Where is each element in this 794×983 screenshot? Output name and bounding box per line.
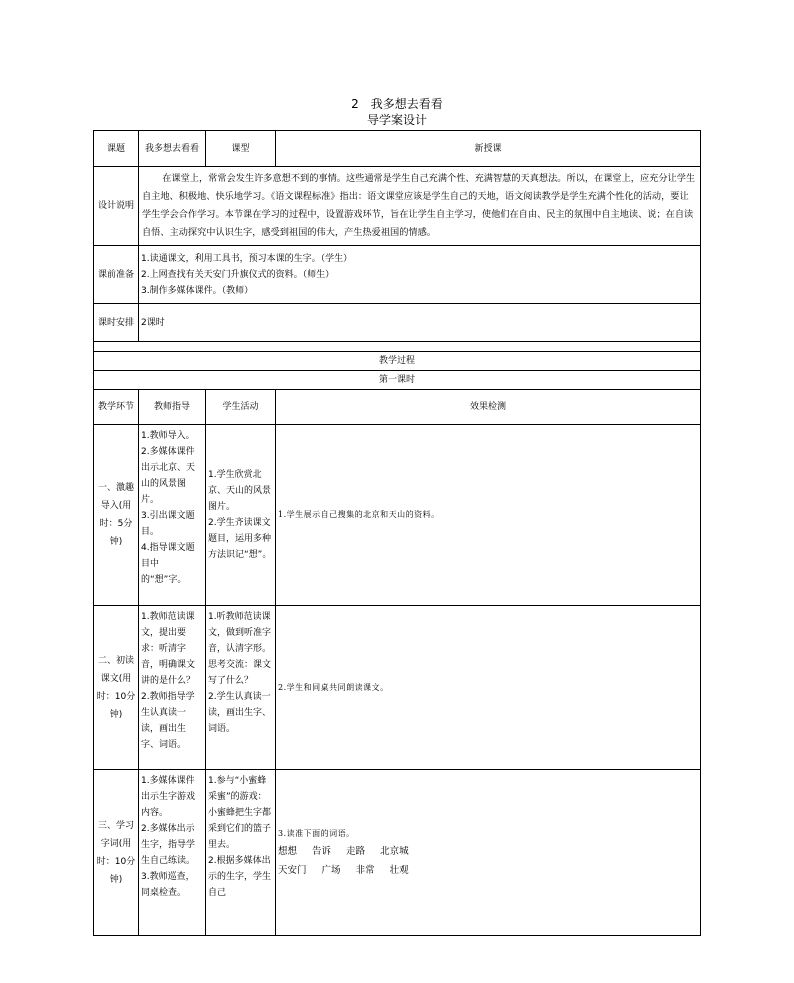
table-row bbox=[94, 770, 701, 936]
prep-item: 3.制作多媒体课件。（教师） bbox=[141, 285, 254, 296]
header-check: 效果检测 bbox=[276, 390, 701, 425]
teacher-cell bbox=[139, 770, 206, 936]
topic-row bbox=[94, 131, 701, 167]
student-cell bbox=[206, 425, 276, 606]
process-label: 教学过程 bbox=[94, 352, 701, 371]
check-cell: 1.学生展示自己搜集的北京和天山的资料。 bbox=[276, 425, 701, 606]
design-row bbox=[94, 167, 701, 246]
check-cell: 2.学生和同桌共同朗读课文。 bbox=[276, 606, 701, 770]
prep-label: 课前准备 bbox=[94, 246, 139, 304]
teacher-cell bbox=[139, 606, 206, 770]
time-label: 课时安排 bbox=[94, 304, 139, 342]
word-item: 广场 bbox=[321, 864, 341, 876]
teacher-item: 3.教师巡查，同桌检查。 bbox=[141, 872, 195, 898]
design-text: 在课堂上，常常会发生许多意想不到的事情。这些通常是学生自己充满个性、充满智慧的天真想法。所以，在课堂上，应充分让学生自主地、积极地、快乐地学习。《语文课程标准》指出：语文课堂应该是学生自己的天地，语文阅读教学是学生充满个性化的活动，要让学生学会合作学习。本节课在学习的过程中，设置游戏环节，旨在让学生自主学习，使他们在自由、民主的氛围中自主地读、说；在自读自悟、主动探究中认识生字，感受到祖国的伟大，产生热爱祖国的情感。 bbox=[139, 167, 701, 246]
word-line-1 bbox=[278, 842, 698, 861]
teacher-item: 2.多媒体课件出示北京、天山的风景图片。 bbox=[141, 447, 196, 505]
time-value: 2课时 bbox=[139, 304, 701, 342]
teacher-item: 2.多媒体出示生字，指导学生自己练读。 bbox=[141, 824, 196, 866]
teacher-item: 1.多媒体课件出示生字游戏内容。 bbox=[141, 776, 196, 818]
prep-item: 2.上网查找有关天安门升旗仪式的资料。（师生） bbox=[141, 269, 335, 280]
teacher-item: 3.引出课文题目。 bbox=[141, 511, 195, 537]
topic-label: 课题 bbox=[94, 131, 139, 167]
header-teacher: 教师指导 bbox=[139, 390, 206, 425]
step-cell: 一、激趣导入(用时：5分钟) bbox=[94, 425, 139, 606]
spacer-row bbox=[94, 342, 701, 352]
step-cell: 三、学习字词(用时：10分钟) bbox=[94, 770, 139, 936]
type-label: 课型 bbox=[206, 131, 276, 167]
lesson-row bbox=[94, 371, 701, 390]
word-item: 告诉 bbox=[312, 845, 332, 857]
header-row bbox=[94, 390, 701, 425]
teacher-item: 1.教师导入。 bbox=[141, 431, 195, 441]
step-cell: 二、初读课文(用时：10分钟) bbox=[94, 606, 139, 770]
design-label: 设计说明 bbox=[94, 167, 139, 246]
teacher-item: 4.指导课文题目中的“想”字。 bbox=[141, 543, 195, 585]
spacer-cell bbox=[94, 342, 701, 352]
word-item: 走路 bbox=[346, 845, 366, 857]
type-value: 新授课 bbox=[276, 131, 701, 167]
lesson-plan-table bbox=[93, 130, 701, 936]
page-title: 2 我多想去看看 bbox=[351, 97, 443, 111]
student-item: 2.学生认真读一读，画出生字、词语。 bbox=[208, 692, 272, 734]
process-row bbox=[94, 352, 701, 371]
student-cell bbox=[206, 606, 276, 770]
word-item: 天安门 bbox=[278, 864, 307, 876]
student-item: 1.听教师范读课文，做到听准字音，认清字形。思考交流：课文写了什么？ bbox=[208, 612, 272, 686]
check-title: 3.读准下面的词语。 bbox=[278, 828, 355, 838]
teacher-item: 2.教师指导学生认真读一读，画出生字、词语。 bbox=[141, 692, 195, 750]
page-subtitle: 导学案设计 bbox=[366, 113, 427, 127]
word-line-2 bbox=[278, 861, 698, 880]
word-item: 北京城 bbox=[380, 845, 409, 857]
student-item: 1.参与“小蜜蜂采蜜”的游戏：小蜜蜂把生字都采到它们的篮子里去。 bbox=[208, 776, 272, 850]
check-cell bbox=[276, 770, 701, 936]
student-item: 2.根据多媒体出示的生字，学生自己 bbox=[208, 856, 272, 898]
header-student: 学生活动 bbox=[206, 390, 276, 425]
word-item: 壮观 bbox=[389, 864, 409, 876]
prep-list bbox=[139, 246, 701, 304]
lesson-label: 第一课时 bbox=[94, 371, 701, 390]
table-row bbox=[94, 425, 701, 606]
student-item: 1.学生欣赏北京、天山的风景图片。 bbox=[208, 470, 272, 512]
header-step: 教学环节 bbox=[94, 390, 139, 425]
student-cell bbox=[206, 770, 276, 936]
teacher-cell bbox=[139, 425, 206, 606]
teacher-item: 1.教师范读课文，提出要求：听清字音，明确课文讲的是什么？ bbox=[141, 612, 196, 686]
prep-item: 1.读通课文，利用工具书，预习本课的生字。（学生） bbox=[141, 253, 353, 264]
table-row bbox=[94, 606, 701, 770]
time-row bbox=[94, 304, 701, 342]
word-item: 想想 bbox=[278, 845, 298, 857]
student-item: 2.学生齐读课文题目，运用多种方法识记“想”。 bbox=[208, 518, 272, 560]
prep-row bbox=[94, 246, 701, 304]
word-item: 非常 bbox=[355, 864, 375, 876]
topic-value: 我多想去看看 bbox=[139, 131, 206, 167]
